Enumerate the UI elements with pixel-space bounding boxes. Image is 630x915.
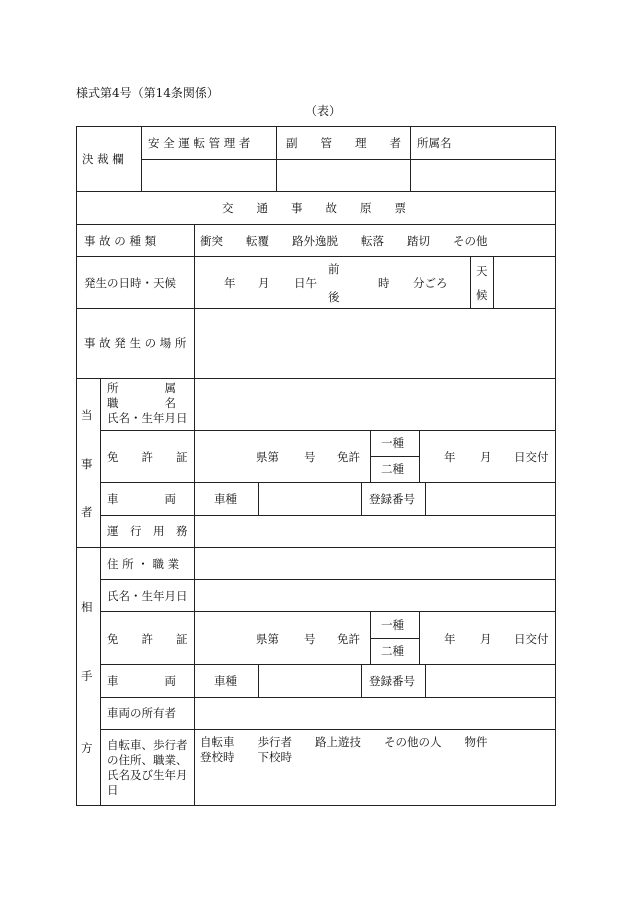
party-affiliation-label: 所 属	[107, 381, 176, 395]
party-issue-year: 年	[444, 450, 456, 464]
rule	[258, 664, 259, 697]
rule	[100, 664, 556, 665]
safety-manager-label: 安 全 運 転 管 理 者	[148, 136, 251, 150]
department-seal-field[interactable]	[415, 164, 552, 188]
department-label: 所属名	[417, 136, 452, 150]
party-issued: 日交付	[514, 450, 549, 464]
rule	[100, 697, 556, 698]
party-col-label-3: 者	[81, 505, 93, 519]
weather-field[interactable]	[497, 260, 552, 304]
place-label: 事 故 発 生 の 場 所	[84, 336, 187, 350]
rule	[100, 482, 556, 483]
party-num: 号	[304, 450, 316, 464]
party-reg-no-field[interactable]	[429, 486, 552, 512]
rule	[100, 430, 556, 431]
vice-manager-label: 副 管 理 者	[286, 136, 401, 150]
opponent-pref-no: 県第	[256, 632, 279, 646]
opponent-num: 号	[304, 632, 316, 646]
party-issue-month: 月	[480, 450, 492, 464]
rule	[370, 430, 371, 482]
accident-type-label: 事 故 の 種 類	[84, 234, 157, 248]
opponent-name-dob-label: 氏名・生年月日	[107, 589, 188, 603]
opponent-col-label-2: 手	[81, 669, 93, 683]
rule	[493, 256, 494, 308]
party-col-label-1: 当	[81, 408, 93, 422]
rule	[370, 611, 371, 664]
opponent-reg-no-field[interactable]	[429, 668, 552, 694]
opponent-owner-label: 車両の所有者	[107, 706, 176, 720]
rule	[100, 579, 556, 580]
rule	[100, 611, 556, 612]
form-title: 交 通 事 故 原 票	[222, 201, 406, 215]
party-class-1[interactable]: 一種	[381, 436, 404, 450]
safety-manager-seal-field[interactable]	[148, 164, 272, 188]
party-reg-no-label: 登録番号	[369, 492, 415, 506]
party-identity-field[interactable]	[199, 382, 552, 426]
occurrence-day-noon: 日午	[294, 276, 317, 290]
rule	[419, 430, 420, 482]
party-col-label-2: 事	[81, 457, 93, 471]
rule	[141, 159, 556, 160]
occurrence-hour: 時	[378, 276, 390, 290]
rule	[76, 378, 556, 379]
opponent-owner-field[interactable]	[199, 701, 552, 725]
party-license-label: 免 許 証	[107, 450, 188, 464]
opponent-cyclist-label-1: 自転車、歩行者	[107, 738, 188, 752]
rule	[419, 611, 420, 664]
weather-label-2: 候	[476, 288, 488, 302]
occurrence-month: 月	[258, 276, 270, 290]
rule	[194, 224, 195, 806]
opponent-license-label: 免 許 証	[107, 632, 188, 646]
rule	[76, 191, 556, 192]
rule	[100, 729, 556, 730]
rule	[410, 126, 411, 191]
rule	[76, 547, 556, 548]
opponent-cyclist-label-2: の住所、職業、	[107, 753, 188, 767]
opponent-class-1[interactable]: 一種	[381, 618, 404, 632]
party-pref-no: 県第	[256, 450, 279, 464]
party-license-tail: 免許	[337, 450, 360, 464]
opponent-issue-year: 年	[444, 632, 456, 646]
rule	[141, 126, 142, 191]
occurrence-year: 年	[224, 276, 236, 290]
occurrence-am[interactable]: 前	[328, 262, 340, 276]
accident-type-options[interactable]: 衝突 転覆 路外逸脱 転落 踏切 その他	[200, 234, 488, 248]
rule	[258, 482, 259, 515]
form-side: （表）	[305, 104, 342, 118]
opponent-vehicle-label: 車 両	[107, 674, 176, 688]
rule	[361, 482, 362, 515]
weather-label-1: 天	[476, 264, 488, 278]
form-id: 様式第4号（第14条関係）	[76, 86, 219, 100]
place-field[interactable]	[199, 312, 552, 374]
rule	[470, 256, 471, 308]
approval-label: 決 裁 欄	[82, 152, 124, 166]
rule	[370, 456, 419, 457]
opponent-vehicle-type-field[interactable]	[262, 668, 357, 694]
party-duty-field[interactable]	[199, 519, 552, 543]
rule	[276, 126, 277, 191]
opponent-school-time-options[interactable]: 登校時 下校時	[200, 750, 292, 764]
party-duty-label: 運 行 用 務	[107, 524, 188, 538]
vice-manager-seal-field[interactable]	[281, 164, 406, 188]
opponent-address-job-field[interactable]	[199, 551, 552, 575]
opponent-name-dob-field[interactable]	[199, 583, 552, 607]
opponent-kinds-options[interactable]: 自転車 歩行者 路上遊技 その他の人 物件	[200, 735, 488, 749]
party-vehicle-type-label: 車種	[214, 492, 237, 506]
rule	[76, 308, 556, 309]
rule	[100, 515, 556, 516]
rule	[100, 378, 101, 806]
occurrence-label: 発生の日時・天候	[84, 276, 176, 290]
party-name-dob-label: 氏名・生年月日	[107, 411, 188, 425]
opponent-col-label-3: 方	[81, 741, 93, 755]
opponent-vehicle-type-label: 車種	[214, 674, 237, 688]
opponent-license-tail: 免許	[337, 632, 360, 646]
rule	[361, 664, 362, 697]
occurrence-minute: 分ごろ	[413, 276, 448, 290]
rule	[76, 224, 556, 225]
opponent-issued: 日交付	[514, 632, 549, 646]
rule	[370, 638, 419, 639]
occurrence-pm[interactable]: 後	[328, 290, 340, 304]
rule	[425, 664, 426, 697]
rule	[76, 256, 556, 257]
party-vehicle-label: 車 両	[107, 492, 176, 506]
opponent-class-2[interactable]: 二種	[381, 644, 404, 658]
opponent-cyclist-label-4: 日	[107, 783, 119, 797]
opponent-col-label-1: 相	[81, 600, 93, 614]
opponent-issue-month: 月	[480, 632, 492, 646]
opponent-cyclist-label-3: 氏名及び生年月	[107, 768, 188, 782]
opponent-address-job-label: 住 所 ・ 職 業	[107, 557, 180, 571]
rule	[425, 482, 426, 515]
opponent-reg-no-label: 登録番号	[369, 674, 415, 688]
party-vehicle-type-field[interactable]	[262, 486, 357, 512]
party-class-2[interactable]: 二種	[381, 462, 404, 476]
party-post-label: 職 名	[107, 396, 176, 410]
